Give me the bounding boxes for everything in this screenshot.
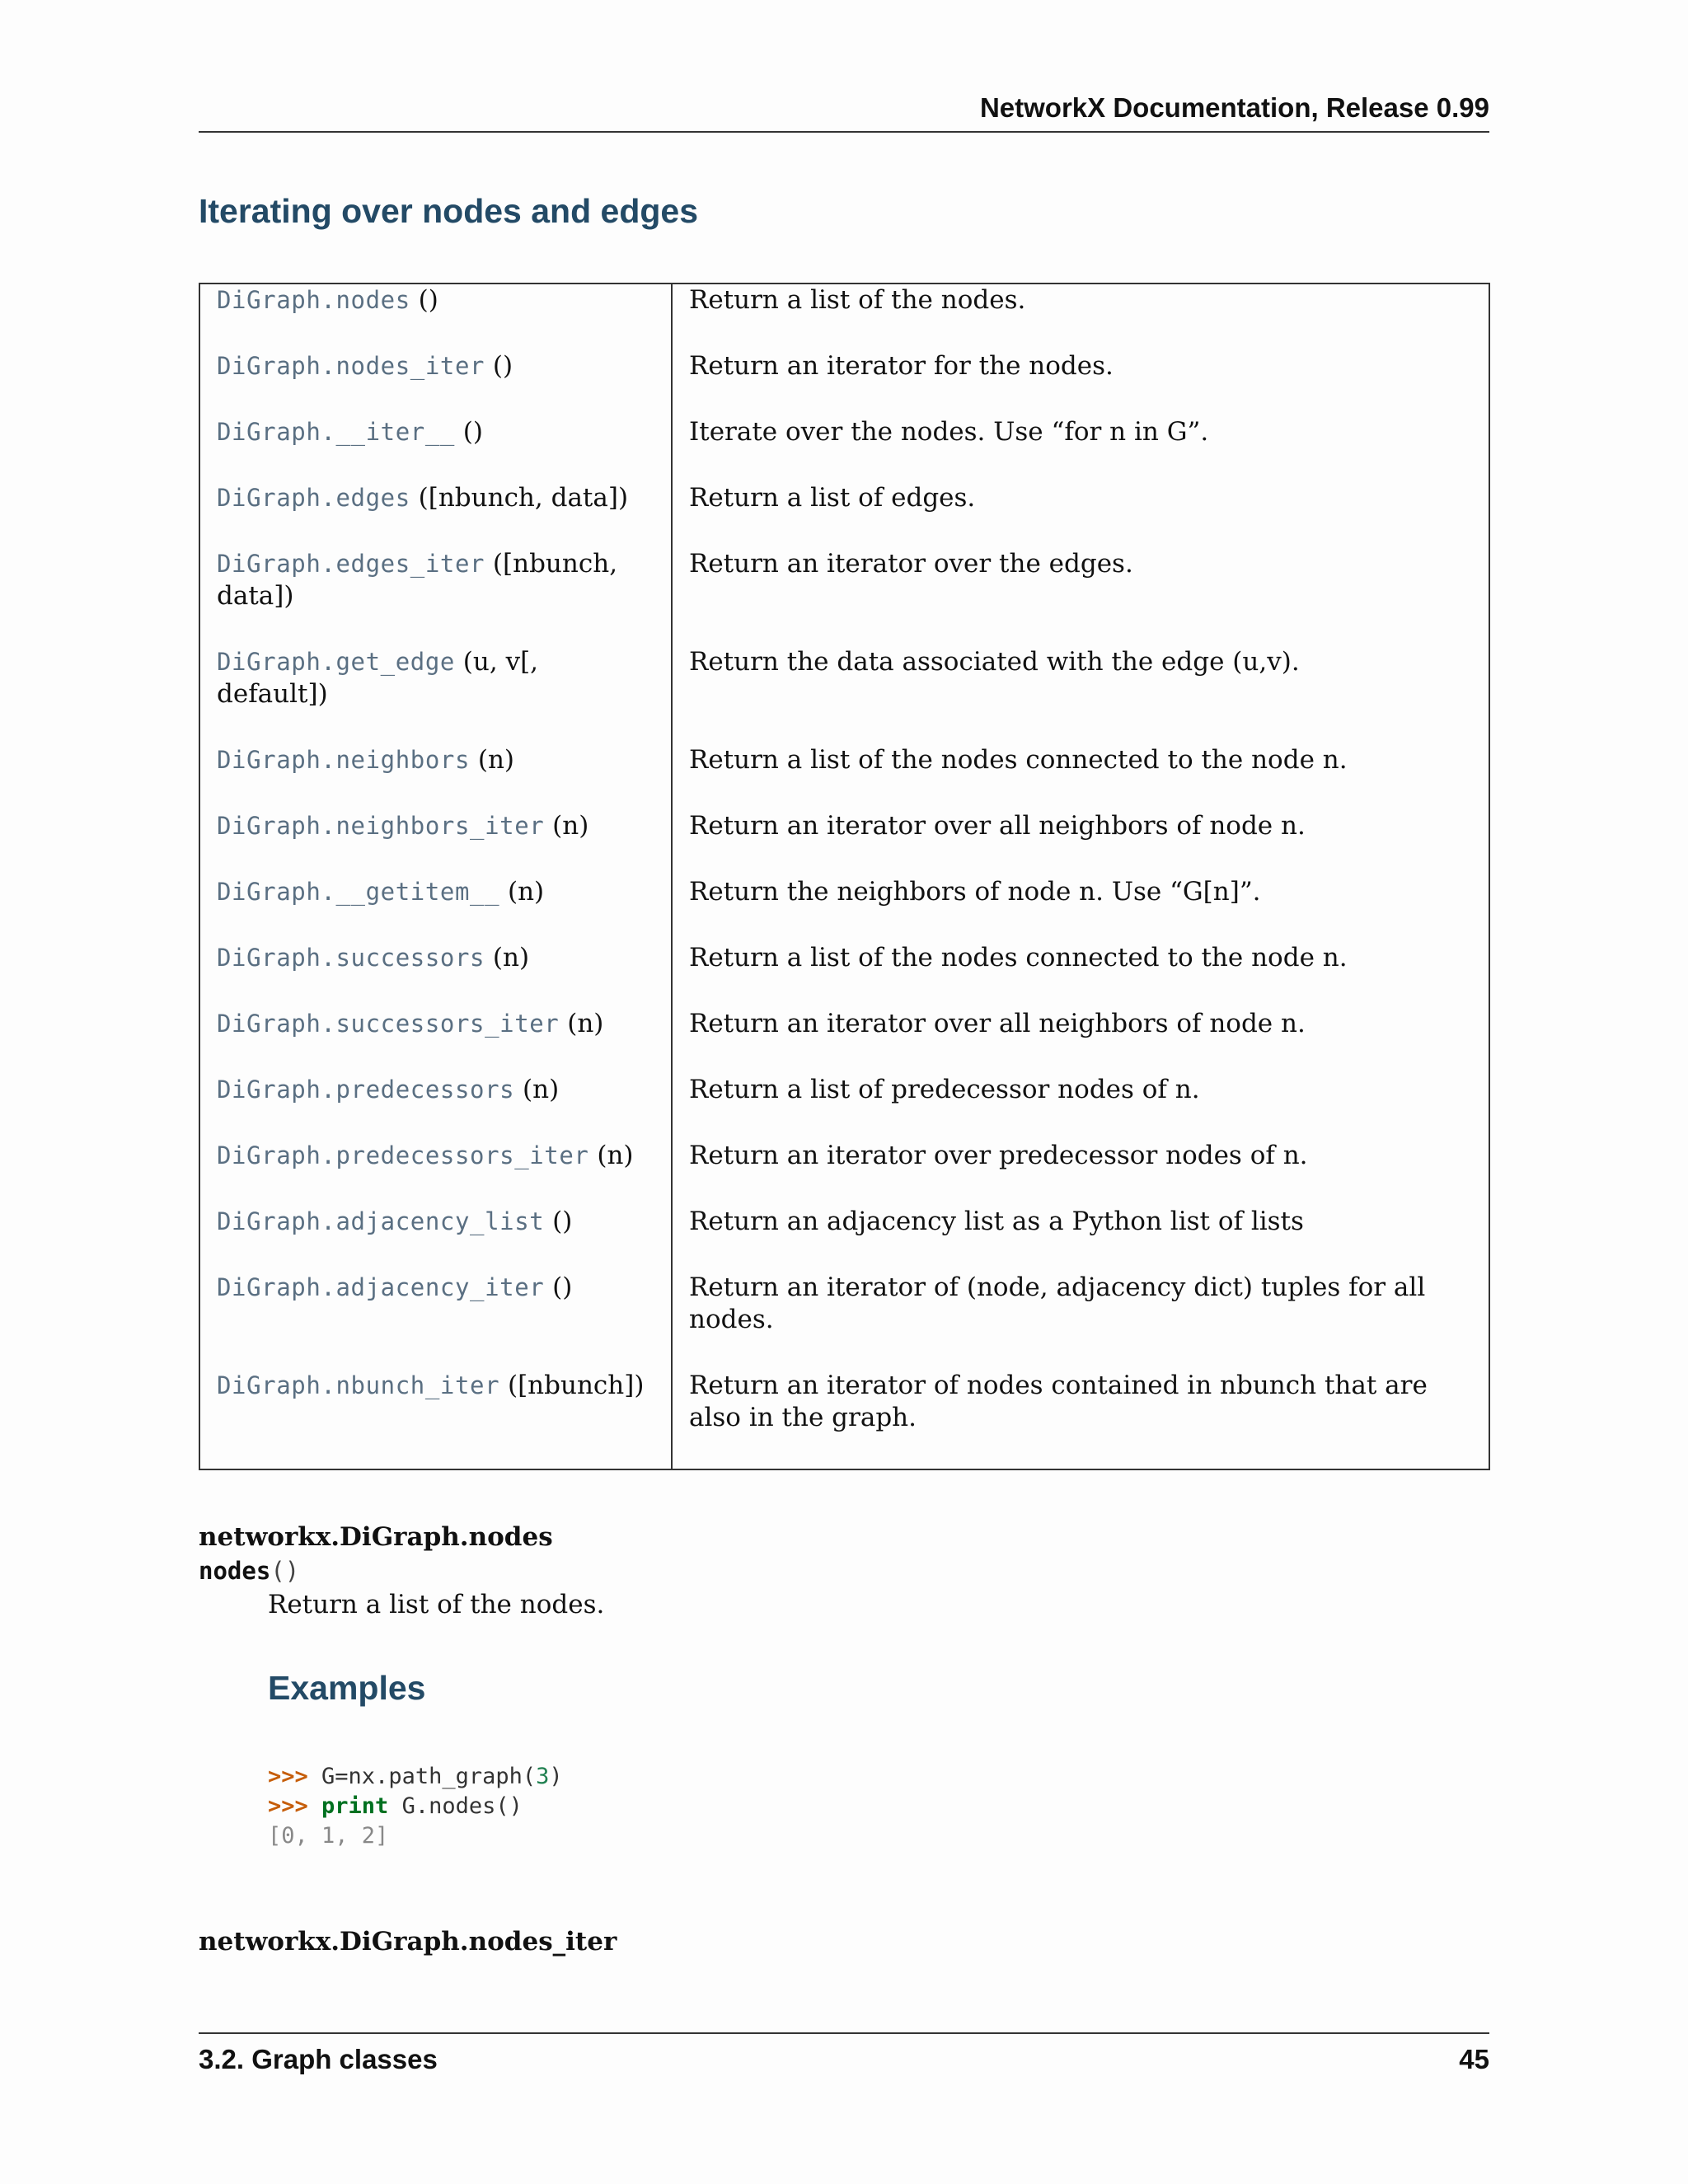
example-code-block xyxy=(268,1762,563,1851)
method-args: (n) xyxy=(544,811,589,841)
definition-full-name: networkx.DiGraph.nodes xyxy=(199,1522,553,1552)
method-description: Return an iterator over all neighbors of node n. xyxy=(689,1009,1306,1038)
method-link[interactable]: DiGraph.neighbors_iter xyxy=(217,812,545,840)
method-link[interactable]: DiGraph.__getitem__ xyxy=(217,878,500,906)
method-name-cell xyxy=(199,284,672,350)
method-description: Return an iterator over all neighbors of node n. xyxy=(689,811,1306,841)
method-args: () xyxy=(485,351,513,381)
method-link[interactable]: DiGraph.edges xyxy=(217,484,410,512)
section-title: Iterating over nodes and edges xyxy=(199,192,699,230)
method-link[interactable]: DiGraph.__iter__ xyxy=(217,418,455,446)
method-link[interactable]: DiGraph.nbunch_iter xyxy=(217,1371,500,1399)
method-link[interactable]: DiGraph.predecessors_iter xyxy=(217,1141,589,1169)
method-name-cell xyxy=(199,810,672,876)
page-number: 45 xyxy=(1459,2044,1489,2074)
summary-table xyxy=(199,283,1490,1470)
method-name-cell xyxy=(199,1074,672,1140)
method-link[interactable]: DiGraph.successors xyxy=(217,944,485,972)
table-row xyxy=(199,482,1489,548)
method-name-cell xyxy=(199,1370,672,1469)
method-name-cell xyxy=(199,1008,672,1074)
method-description: Return an iterator over the edges. xyxy=(689,549,1133,579)
method-args: (n) xyxy=(559,1009,604,1038)
method-description: Iterate over the nodes. Use “for n in G”. xyxy=(689,417,1209,447)
method-name-cell xyxy=(199,876,672,942)
table-row xyxy=(199,1074,1489,1140)
method-args: () xyxy=(454,417,483,447)
footer-section: 3.2. Graph classes xyxy=(199,2044,438,2074)
page-header xyxy=(199,92,1489,133)
method-name-cell xyxy=(199,482,672,548)
method-link[interactable]: DiGraph.nodes xyxy=(217,286,410,314)
next-definition-full-name: networkx.DiGraph.nodes_iter xyxy=(199,1927,617,1957)
code-keyword: print xyxy=(307,1793,389,1819)
method-name-cell xyxy=(199,942,672,1008)
summary-table-body xyxy=(199,284,1489,1469)
method-description: Return a list of the nodes connected to the node n. xyxy=(689,943,1348,972)
method-args: ([nbunch, data]) xyxy=(217,549,618,611)
method-args: ([nbunch, data]) xyxy=(410,483,629,513)
table-row xyxy=(199,350,1489,416)
method-name-cell xyxy=(199,416,672,482)
method-link[interactable]: DiGraph.edges_iter xyxy=(217,550,485,578)
method-args: () xyxy=(410,285,438,315)
method-args: (u, v[, default]) xyxy=(217,647,539,709)
table-row xyxy=(199,416,1489,482)
method-link[interactable]: DiGraph.adjacency_iter xyxy=(217,1273,545,1301)
method-link[interactable]: DiGraph.neighbors xyxy=(217,746,471,774)
table-row xyxy=(199,1206,1489,1272)
method-description: Return a list of edges. xyxy=(689,483,976,513)
table-row xyxy=(199,876,1489,942)
method-args: () xyxy=(544,1207,573,1236)
table-row xyxy=(199,284,1489,350)
definition-description: Return a list of the nodes. xyxy=(268,1590,605,1619)
method-link[interactable]: DiGraph.predecessors xyxy=(217,1076,515,1104)
method-description: Return the neighbors of node n. Use “G[n]”. xyxy=(689,877,1261,907)
method-args: () xyxy=(544,1272,573,1302)
code-output: [0, 1, 2] xyxy=(268,1823,389,1849)
signature-paren: () xyxy=(270,1557,300,1585)
table-row xyxy=(199,744,1489,810)
table-row xyxy=(199,646,1489,744)
table-row xyxy=(199,810,1489,876)
method-args: (n) xyxy=(485,943,530,972)
code-prompt: >>> xyxy=(268,1793,308,1819)
method-description: Return a list of the nodes connected to the node n. xyxy=(689,745,1348,775)
method-description: Return the data associated with the edge (u,v). xyxy=(689,647,1300,677)
method-link[interactable]: DiGraph.get_edge xyxy=(217,648,455,676)
examples-title: Examples xyxy=(268,1669,426,1707)
table-row xyxy=(199,1370,1489,1469)
method-link[interactable]: DiGraph.nodes_iter xyxy=(217,352,485,380)
code-text: G=nx.path_graph( xyxy=(307,1764,537,1789)
definition-signature xyxy=(199,1557,299,1585)
method-description: Return an adjacency list as a Python list of lists xyxy=(689,1207,1304,1236)
page-footer xyxy=(199,2032,1489,2074)
method-args: (n) xyxy=(588,1141,634,1170)
table-row xyxy=(199,942,1489,1008)
method-link[interactable]: DiGraph.successors_iter xyxy=(217,1010,560,1038)
signature-name: nodes xyxy=(199,1557,271,1585)
method-name-cell xyxy=(199,1140,672,1206)
method-description: Return an iterator of nodes contained in nbunch that are also in the graph. xyxy=(689,1371,1428,1432)
table-row xyxy=(199,1008,1489,1074)
method-name-cell xyxy=(199,350,672,416)
table-row xyxy=(199,1140,1489,1206)
method-name-cell xyxy=(199,548,672,646)
code-number: 3 xyxy=(536,1764,550,1789)
method-name-cell xyxy=(199,1206,672,1272)
code-text: ) xyxy=(549,1764,563,1789)
method-args: (n) xyxy=(499,877,545,907)
method-description: Return an iterator of (node, adjacency dict) tuples for all nodes. xyxy=(689,1272,1426,1334)
method-name-cell xyxy=(199,646,672,744)
method-description: Return a list of the nodes. xyxy=(689,285,1026,315)
method-link[interactable]: DiGraph.adjacency_list xyxy=(217,1207,545,1235)
method-args: (n) xyxy=(514,1075,560,1104)
method-description: Return an iterator over predecessor nodes of n. xyxy=(689,1141,1308,1170)
code-prompt: >>> xyxy=(268,1764,308,1789)
table-row xyxy=(199,1272,1489,1370)
table-row xyxy=(199,548,1489,646)
method-name-cell xyxy=(199,744,672,810)
method-description: Return an iterator for the nodes. xyxy=(689,351,1114,381)
method-args: (n) xyxy=(470,745,515,775)
header-title: NetworkX Documentation, Release 0.99 xyxy=(979,92,1489,123)
method-description: Return a list of predecessor nodes of n. xyxy=(689,1075,1200,1104)
method-name-cell xyxy=(199,1272,672,1370)
method-args: ([nbunch]) xyxy=(499,1371,645,1400)
code-text: G.nodes() xyxy=(388,1793,523,1819)
